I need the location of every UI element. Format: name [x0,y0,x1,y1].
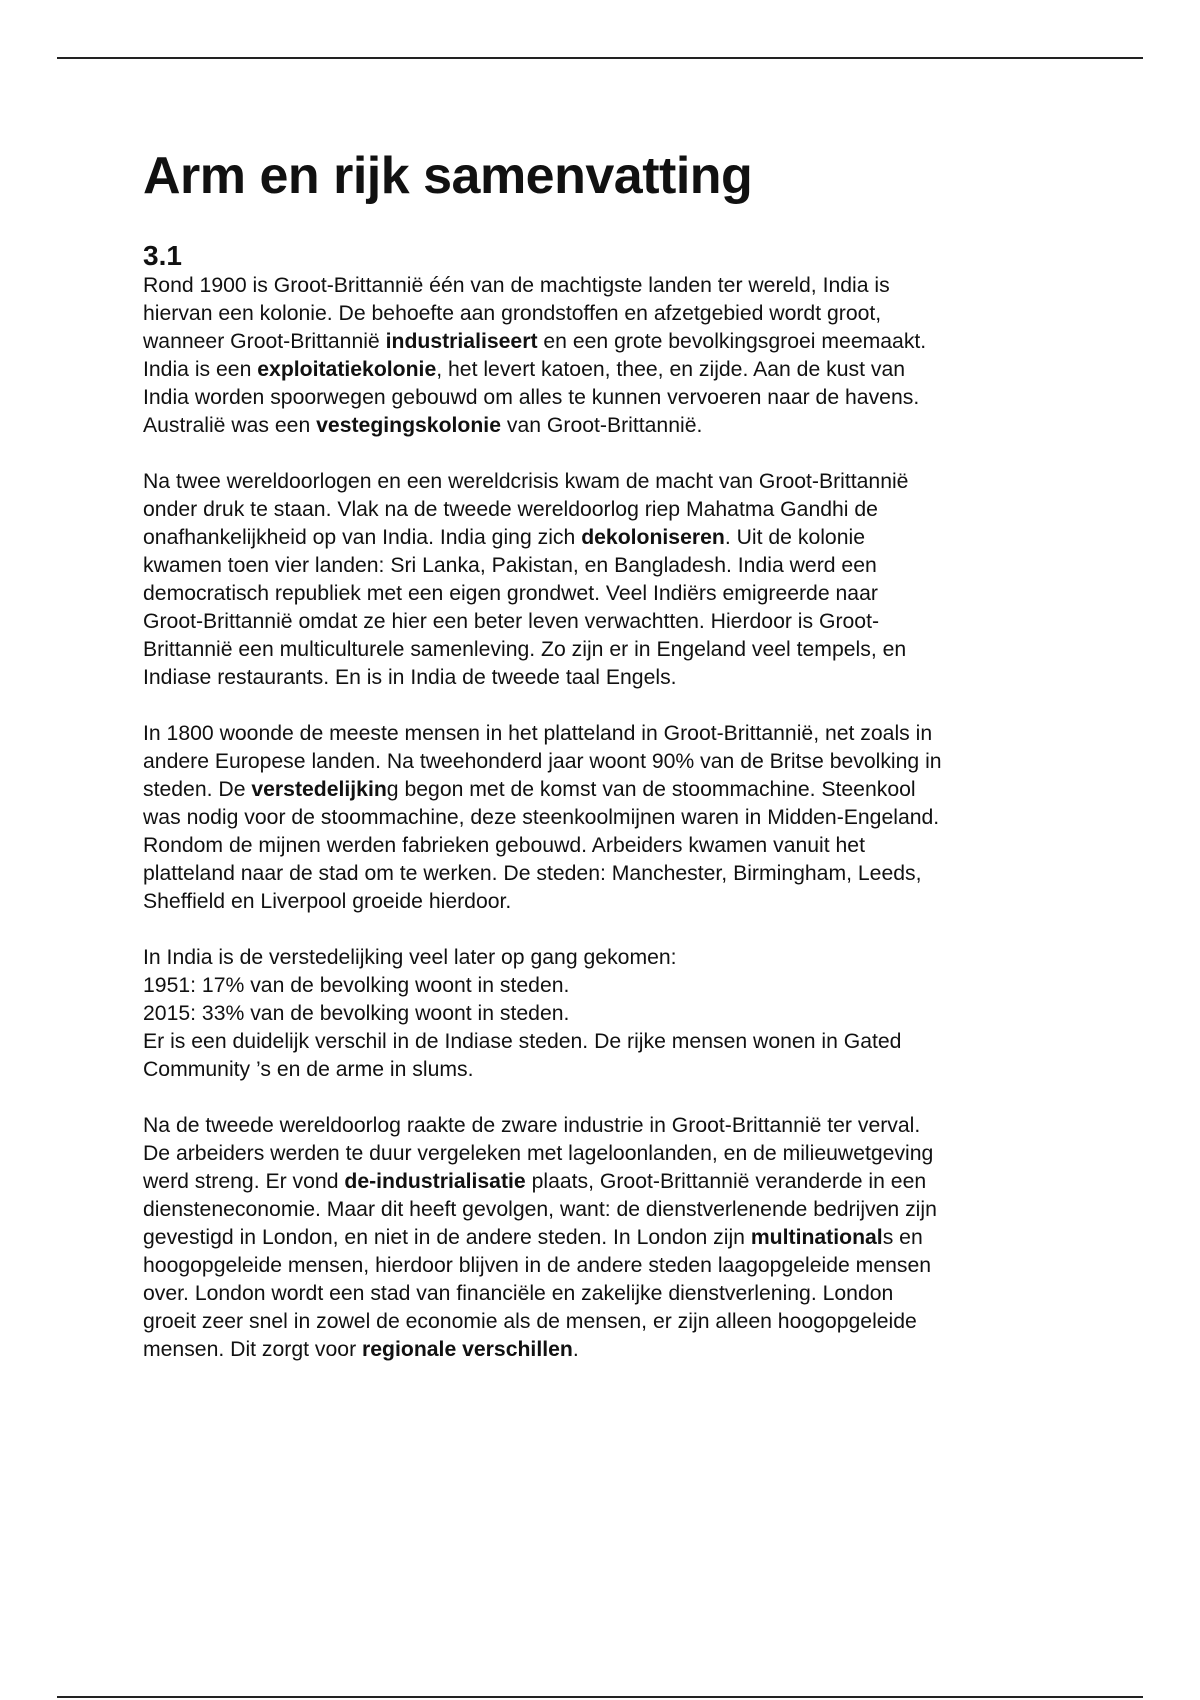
top-rule [57,57,1143,59]
text-line [143,1140,1083,1168]
text-line [143,552,1083,580]
text-run: hiervan een kolonie. De behoefte aan grondstoffen en afzetgebied wordt groot, [143,302,882,325]
text-line [143,1112,1083,1140]
text-run: was nodig voor de stoommachine, deze steenkoolmijnen waren in Midden-Engeland. [143,806,940,829]
text-line [143,1252,1083,1280]
text-line [143,804,1083,832]
text-run: mensen. Dit zorgt voor [143,1338,363,1361]
text-run: In India is de verstedelijking veel later op gang gekomen: [143,946,677,969]
text-line [143,608,1083,636]
text-run: hoogopgeleide mensen, hierdoor blijven in de andere steden laagopgeleide mensen [143,1254,932,1277]
text-run: Sheffield en Liverpool groeide hierdoor. [143,890,512,913]
text-line [143,468,1083,496]
paragraph [143,1112,1083,1364]
text-run: gevestigd in London, en niet in de andere steden. In London zijn [143,1226,751,1249]
text-run: Groot-Brittannië omdat ze hier een beter leven verwachtten. Hierdoor is Groot- [143,610,880,633]
text-run: Er is een duidelijk verschil in de Indiase steden. De rijke mensen wonen in Gated [143,1030,902,1053]
text-line [143,580,1083,608]
text-line [143,300,1083,328]
text-line [143,496,1083,524]
text-run: plaats, Groot-Brittannië veranderde in een [525,1170,927,1193]
text-line [143,776,1083,804]
bottom-rule [57,1696,1143,1698]
text-run: 2015: 33% van de bevolking woont in steden. [143,1002,570,1025]
text-run: India worden spoorwegen gebouwd om alles te kunnen vervoeren naar de havens. [143,386,920,409]
text-run: Rondom de mijnen werden fabrieken gebouwd. Arbeiders kwamen vanuit het [143,834,865,857]
section-heading: 3.1 [143,240,182,271]
bold-term: dekoloniseren [581,526,725,549]
text-line [143,412,1083,440]
document-body [143,142,1083,1392]
text-run: De arbeiders werden te duur vergeleken met lageloonlanden, en de milieuwetgeving [143,1142,934,1165]
text-run: Brittannië een multiculturele samenleving. Zo zijn er in Engeland veel tempels, en [143,638,907,661]
bold-term: industrialiseert [385,330,538,353]
text-line [143,1224,1083,1252]
text-run: Community ’s en de arme in slums. [143,1058,474,1081]
text-run: India is een [143,358,258,381]
text-line [143,1196,1083,1224]
text-line [143,860,1083,888]
bold-term: regionale verschillen [362,1338,573,1361]
bold-term: de-industrialisatie [344,1170,526,1193]
text-run: , het levert katoen, thee, en zijde. Aan de kust van [436,358,906,381]
text-line [143,664,1083,692]
paragraph [143,720,1083,916]
text-line [143,1028,1083,1056]
text-line [143,1168,1083,1196]
bold-term: multinational [750,1226,883,1249]
paragraph [143,468,1083,692]
text-run: In 1800 woonde de meeste mensen in het platteland in Groot-Brittannië, net zoals in [143,722,933,745]
text-run: wanneer Groot-Brittannië [143,330,386,353]
text-run: 1951: 17% van de bevolking woont in steden. [143,974,570,997]
text-run: en een grote bevolkingsgroei meemaakt. [537,330,927,353]
paragraph [143,272,1083,440]
text-run: Indiase restaurants. En is in India de tweede taal Engels. [143,666,677,689]
text-line [143,1308,1083,1336]
paragraph [143,944,1083,1084]
text-line [143,720,1083,748]
text-line [143,384,1083,412]
text-line [143,748,1083,776]
text-run: andere Europese landen. Na tweehonderd jaar woont 90% van de Britse bevolking in [143,750,942,773]
document-title: Arm en rijk samenvatting [143,147,753,205]
text-run: platteland naar de stad om te werken. De steden: Manchester, Birmingham, Leeds, [143,862,922,885]
text-run: over. London wordt een stad van financiële en zakelijke dienstverlening. London [143,1282,894,1305]
text-run: groeit zeer snel in zowel de economie als de mensen, er zijn alleen hoogopgeleide [143,1310,917,1333]
text-line [143,356,1083,384]
text-line [143,944,1083,972]
text-run: diensteneconomie. Maar dit heeft gevolgen, want: de dienstverlenende bedrijven zijn [143,1198,937,1221]
text-run: steden. De [143,778,252,801]
text-line [143,1000,1083,1028]
text-line [143,272,1083,300]
text-line [143,972,1083,1000]
text-run: . Uit de kolonie [724,526,865,549]
text-line [143,328,1083,356]
text-line [143,636,1083,664]
text-run: kwamen toen vier landen: Sri Lanka, Pakistan, en Bangladesh. India werd een [143,554,877,577]
text-run: werd streng. Er vond [143,1170,345,1193]
paragraph-list [143,272,1083,1364]
text-run: van Groot-Brittannië. [500,414,703,437]
text-run: democratisch republiek met een eigen grondwet. Veel Indiërs emigreerde naar [143,582,878,605]
text-line [143,524,1083,552]
text-run: Na de tweede wereldoorlog raakte de zware industrie in Groot-Brittannië ter verval. [143,1114,921,1137]
text-run: s en [882,1226,923,1249]
text-line [143,1280,1083,1308]
text-run: Rond 1900 is Groot-Brittannië één van de machtigste landen ter wereld, India is [143,274,890,297]
text-run: g begon met de komst van de stoommachine. Steenkool [386,778,916,801]
text-line [143,1336,1083,1364]
text-line [143,832,1083,860]
text-line [143,1056,1083,1084]
text-run: Na twee wereldoorlogen en een wereldcrisis kwam de macht van Groot-Brittannië [143,470,909,493]
text-run: . [572,1338,579,1361]
bold-term: exploitatiekolonie [257,358,437,381]
text-run: Australië was een [143,414,317,437]
bold-term: verstedelijkin [251,778,387,801]
text-line [143,888,1083,916]
bold-term: vestegingskolonie [316,414,501,437]
text-run: onder druk te staan. Vlak na de tweede wereldoorlog riep Mahatma Gandhi de [143,498,878,521]
text-run: onafhankelijkheid op van India. India ging zich [143,526,582,549]
